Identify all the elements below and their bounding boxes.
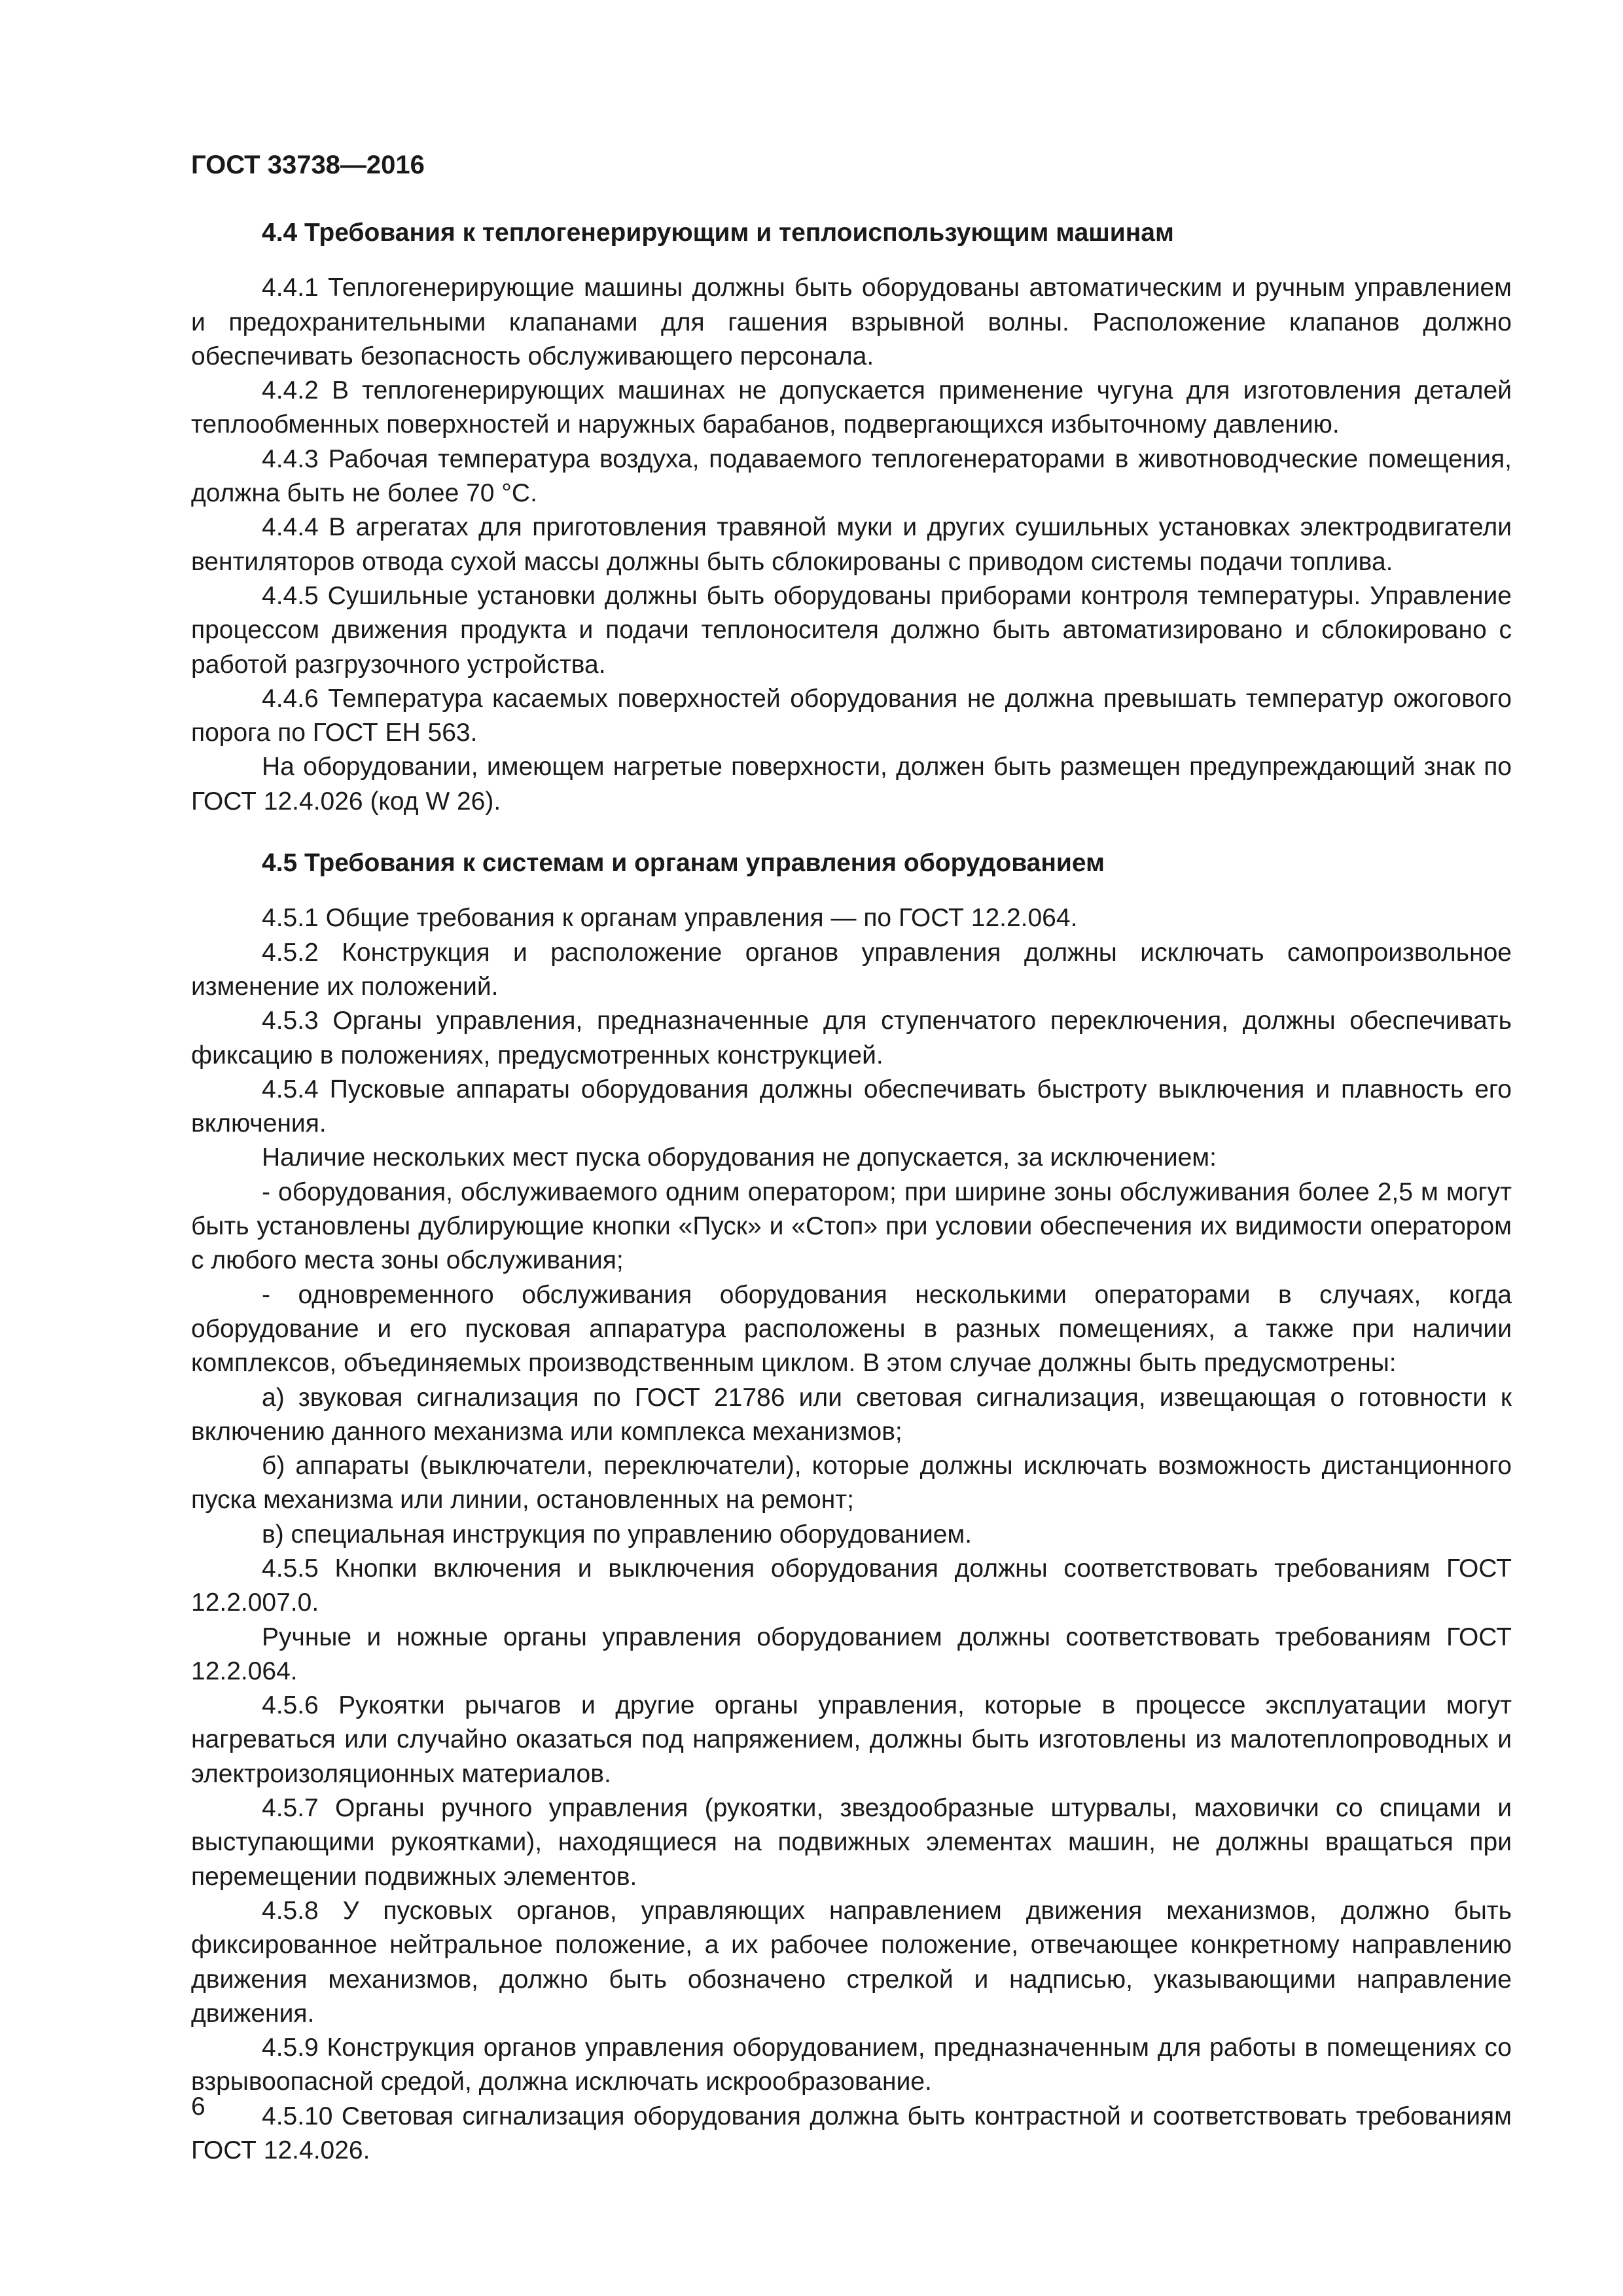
document-body [191, 216, 1512, 2168]
paragraph-4-4-3: 4.4.3 Рабочая температура воздуха, подаваемого теплогенераторами в животноводческие помещения, должна быть не более 70 °С. [191, 444, 1512, 508]
list-item-a: а) звуковая сигнализация по ГОСТ 21786 или световая сигнализация, извещающая о готовности к включению данного механизма или комплекса механизмов; [191, 1383, 1512, 1446]
paragraph-4-5-4: 4.5.4 Пусковые аппараты оборудования должны обеспечивать быстроту выключения и плавность его включения. [191, 1075, 1512, 1138]
paragraph-4-5-5: 4.5.5 Кнопки включения и выключения оборудования должны соответствовать требованиям ГОСТ 12.2.007.0. [191, 1554, 1512, 1617]
paragraph-4-5-8: 4.5.8 У пусковых органов, управляющих направлением движения механизмов, должно быть фиксированное нейтральное положение, а их рабочее положение, отвечающее конкретному направлению движения механизмов, должно быть обозначено стрелкой и надписью, указывающими направление движения. [191, 1896, 1512, 2028]
list-item-multiple-operators: - одновременного обслуживания оборудования несколькими операторами в случаях, когда оборудование и его пусковая аппаратура расположены в разных помещениях, а также при наличии комплексов, объединяемых производственным циклом. В этом случае должны быть предусмотрены: [191, 1280, 1512, 1378]
list-item-b: б) аппараты (выключатели, переключатели), которые должны исключать возможность дистанционного пуска механизма или линии, остановленных на ремонт; [191, 1452, 1512, 1515]
paragraph-4-5-9: 4.5.9 Конструкция органов управления оборудованием, предназначенным для работы в помещениях со взрывоопасной средой, должна исключать искрообразование. [191, 2034, 1512, 2096]
paragraph-4-5-1: 4.5.1 Общие требования к органам управления — по ГОСТ 12.2.064. [262, 904, 1078, 933]
page-number: 6 [191, 2092, 205, 2121]
paragraph-4-4-6-note: На оборудовании, имеющем нагретые поверхности, должен быть размещен предупреждающий знак по ГОСТ 12.4.026 (код W 26). [191, 753, 1512, 816]
list-item-single-operator: - оборудования, обслуживаемого одним оператором; при ширине зоны обслуживания более 2,5 м могут быть установлены дублирующие кнопки «Пуск» и «Стоп» при условии обеспечения их видимости оператором с любого места зоны обслуживания; [191, 1177, 1512, 1275]
paragraph-4-5-2: 4.5.2 Конструкция и расположение органов управления должны исключать самопроизвольное изменение их положений. [191, 938, 1512, 1001]
list-item-v: в) специальная инструкция по управлению оборудованием. [262, 1520, 972, 1549]
paragraph-4-4-2: 4.4.2 В теплогенерирующих машинах не допускается применение чугуна для изготовления деталей теплообменных поверхностей и наружных барабанов, подвергающихся избыточному давлению. [191, 376, 1512, 439]
paragraph-4-5-6: 4.5.6 Рукоятки рычагов и другие органы управления, которые в процессе эксплуатации могут нагреваться или случайно оказаться под напряжением, должны быть изготовлены из малотеплопроводных и электроизоляционных материалов. [191, 1691, 1512, 1788]
paragraph-4-4-6: 4.4.6 Температура касаемых поверхностей оборудования не должна превышать температур ожогового порога по ГОСТ ЕН 563. [191, 684, 1512, 747]
paragraph-4-5-10: 4.5.10 Световая сигнализация оборудования должна быть контрастной и соответствовать требованиям ГОСТ 12.4.026. [191, 2102, 1512, 2165]
paragraph-4-5-3: 4.5.3 Органы управления, предназначенные для ступенчатого переключения, должны обеспечивать фиксацию в положениях, предусмотренных конструкцией. [191, 1007, 1512, 1069]
paragraph-4-5-5-note: Ручные и ножные органы управления оборудованием должны соответствовать требованиям ГОСТ 12.2.064. [191, 1623, 1512, 1685]
paragraph-4-4-5: 4.4.5 Сушильные установки должны быть оборудованы приборами контроля температуры. Управление процессом движения продукта и подачи теплоносителя должно быть автоматизировано и сблокировано с работой разгрузочного устройства. [191, 581, 1512, 679]
section-4-4-title: 4.4 Требования к теплогенерирующим и теплоиспользующим машинам [262, 219, 1174, 247]
paragraph-4-5-4-exceptions: Наличие нескольких мест пуска оборудования не допускается, за исключением: [262, 1143, 1217, 1172]
section-4-5-title: 4.5 Требования к системам и органам управления оборудованием [262, 849, 1105, 878]
document-code: ГОСТ 33738—2016 [191, 151, 425, 179]
paragraph-4-4-4: 4.4.4 В агрегатах для приготовления травяной муки и других сушильных установках электродвигатели вентиляторов отвода сухой массы должны быть сблокированы с приводом системы подачи топлива. [191, 513, 1512, 576]
paragraph-4-5-7: 4.5.7 Органы ручного управления (рукоятки, звездообразные штурвалы, маховички со спицами и выступающими рукоятками), находящиеся на подвижных элементах машин, не должны вращаться при перемещении подвижных элементов. [191, 1794, 1512, 1891]
paragraph-4-4-1: 4.4.1 Теплогенерирующие машины должны быть оборудованы автоматическим и ручным управлением и предохранительными клапанами для гашения взрывной волны. Расположение клапанов должно обеспечивать безопасность обслуживающего персонала. [191, 274, 1512, 370]
